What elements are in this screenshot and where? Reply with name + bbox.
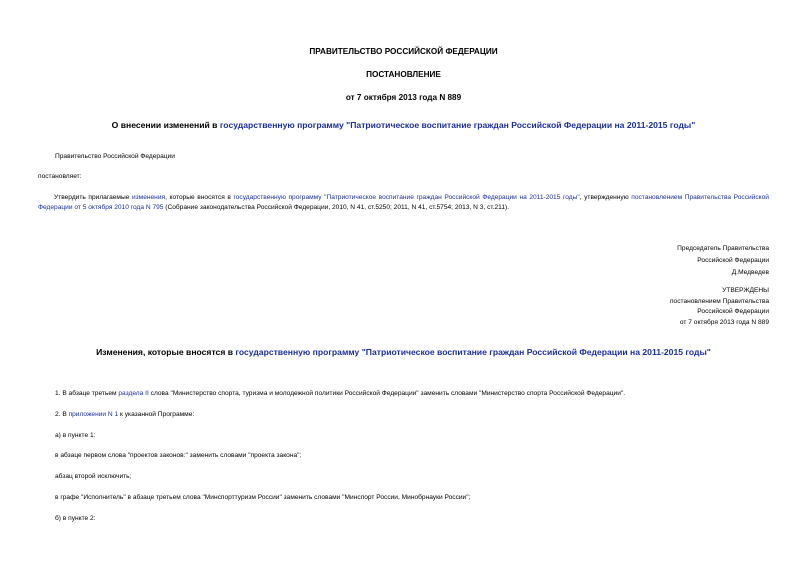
document-type-heading: ПОСТАНОВЛЕНИЕ (366, 70, 441, 79)
resolution-text-4: (Собрание законодательства Российской Федерации, 2010, N 41, ст.5250; 2011, N 41, ст.5754; 2013, N 3, ст.211). (163, 203, 510, 211)
change-item-2-a: 2. В (55, 411, 69, 418)
change-item-a-1: в абзаце первом слова "проектов законов:" заменить словами "проекта закона"; (55, 452, 302, 459)
change-item-a: а) в пункте 1: (55, 432, 96, 439)
government-heading: ПРАВИТЕЛЬСТВО РОССИЙСКОЙ ФЕДЕРАЦИИ (309, 47, 498, 56)
changes-program-link[interactable]: государственную программу "Патриотическое воспитание граждан Российской Федерации на 2011-2015 годы" (235, 347, 711, 357)
changes-link[interactable]: изменения (131, 194, 166, 201)
change-item-a-2: абзац второй исключить; (55, 473, 132, 480)
approval-line-4: от 7 октября 2013 года N 889 (679, 318, 769, 326)
approval-block (670, 286, 769, 327)
preamble-government: Правительство Российской Федерации (55, 153, 175, 160)
program-link-inline[interactable]: государственную программу "Патриотическое воспитание граждан Российской Федерации на 2011-2015 годы" (233, 194, 580, 201)
resolution-text-1: Утвердить прилагаемые (54, 194, 132, 201)
change-item-1 (55, 389, 625, 398)
document-title (0, 120, 807, 131)
approval-line-3: Российской Федерации (697, 308, 769, 315)
resolution-paragraph (38, 193, 769, 212)
signature-title: Председатель Правительства (677, 245, 769, 252)
appendix-1-link[interactable]: приложении N 1 (68, 411, 119, 418)
changes-heading-prefix: Изменения, которые вносятся в (96, 347, 236, 357)
signature-block (677, 244, 769, 277)
change-item-2 (55, 410, 194, 419)
change-item-1-b: слова "Министерство спорта, туризма и молодежной политики Российской Федерации" заменить словами "Министерство спорта Российской Федерации". (148, 390, 626, 397)
change-item-a-3: в графе "Исполнитель" в абзаце третьем слова "Минспорттуризм России" заменить словами "Минспорт России, Минобрнауки России"; (55, 494, 471, 501)
document-title-prefix: О внесении изменений в (111, 120, 220, 130)
signature-country: Российской Федерации (697, 257, 769, 264)
document-date-number: от 7 октября 2013 года N 889 (345, 93, 462, 102)
changes-heading (0, 347, 807, 358)
resolution-text-3: , утвержденную (579, 194, 632, 201)
signature-name: Д.Медведев (731, 269, 769, 276)
approval-line-1: УТВЕРЖДЕНЫ (722, 287, 769, 294)
change-item-b: б) в пункте 2: (55, 515, 96, 522)
program-link[interactable]: государственную программу "Патриотическое воспитание граждан Российской Федерации на 2011-2015 годы" (219, 120, 696, 130)
preamble-resolves: постановляет: (38, 173, 82, 180)
change-item-2-b: к указанной Программе: (118, 411, 195, 418)
approval-line-2: постановлением Правительства (669, 297, 769, 305)
section-ii-link[interactable]: раздела II (118, 390, 149, 397)
resolution-text-2: , которые вносятся в (165, 194, 234, 201)
change-item-1-a: 1. В абзаце третьем (55, 390, 119, 397)
decree-795-link[interactable]: постановлением Правительства Российской Федерации от 5 октября 2010 года N 795 (38, 194, 769, 211)
